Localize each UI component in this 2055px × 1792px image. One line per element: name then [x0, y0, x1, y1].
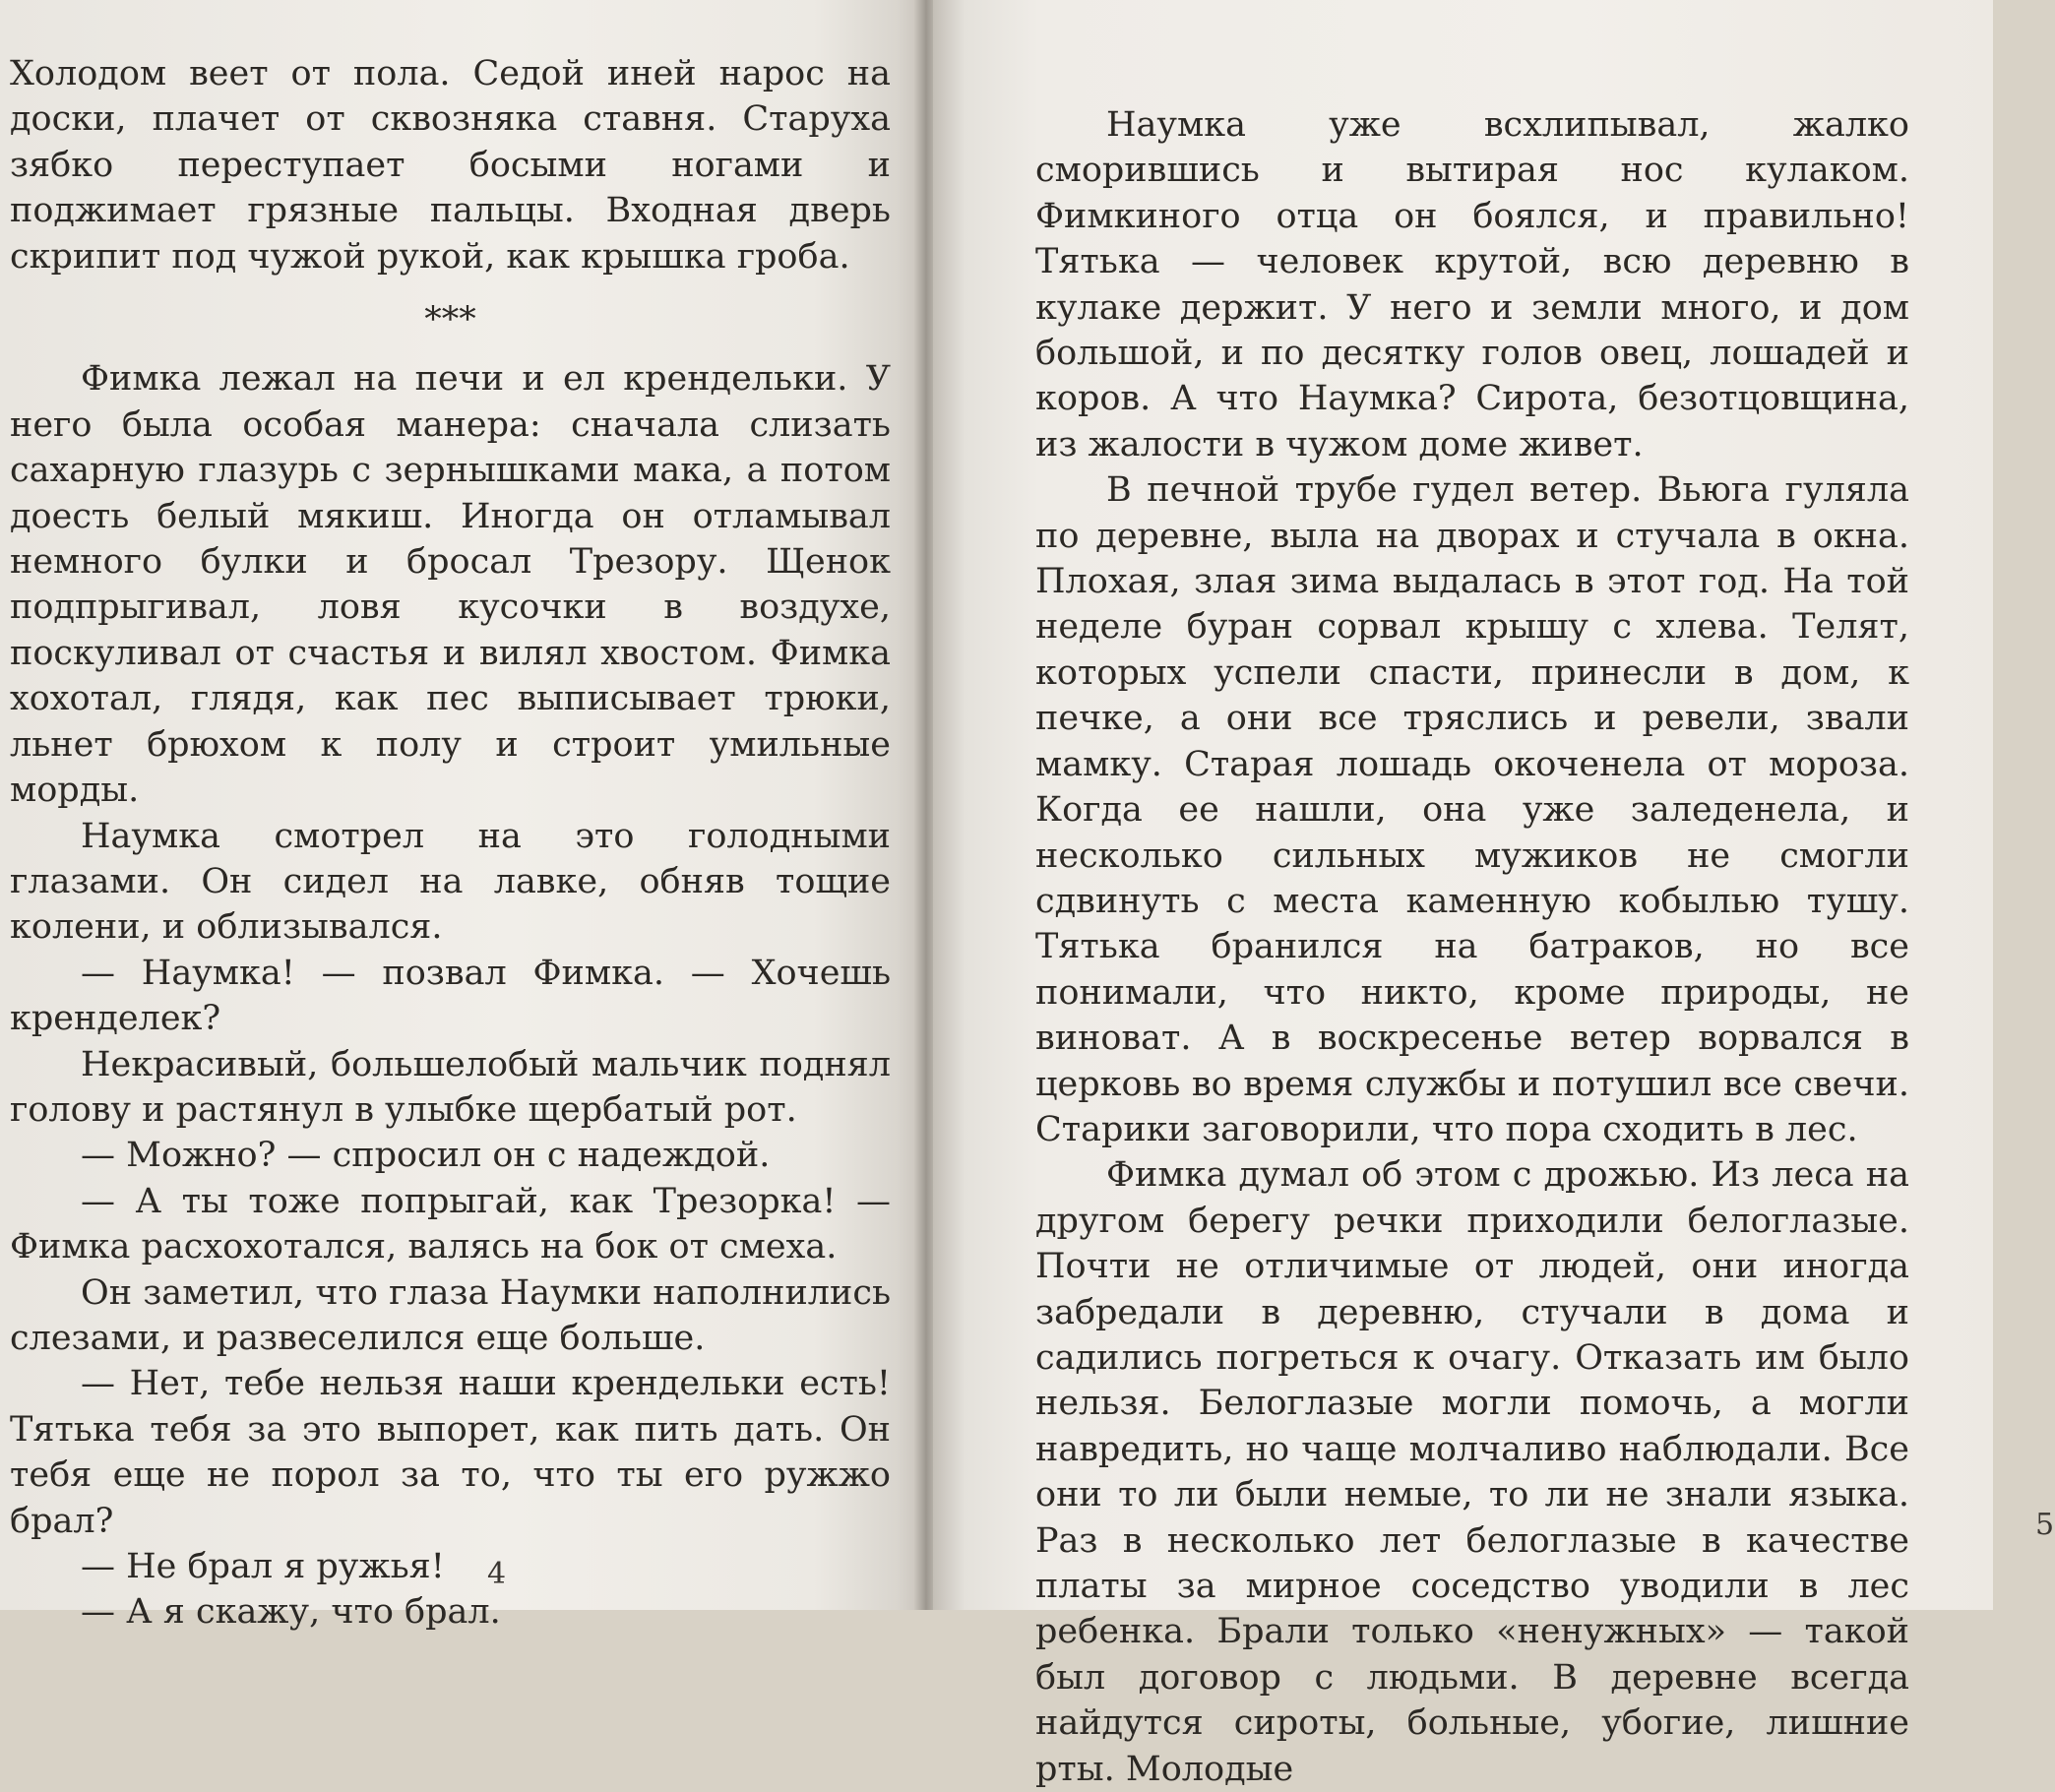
- paragraph: Он заметил, что глаза Наумки наполнились слезами, и развеселился еще больше.: [10, 1272, 891, 1358]
- dialogue-line: — Можно? — спросил он с надеждой.: [81, 1136, 771, 1176]
- dialogue-line: — А ты тоже попрыгай, как Трезорка! — Фимка расхохотался, валясь на бок от смеха.: [10, 1181, 891, 1267]
- page-number: 4: [487, 1557, 508, 1591]
- dialogue-line: — Наумка! — позвал Фимка. — Хочешь кренделек?: [10, 953, 891, 1039]
- paragraph: Наумка смотрел на это голодными глазами. Он сидел на лавке, обняв тощие колени, и облизывался.: [10, 816, 891, 948]
- right-page: [933, 0, 2055, 1789]
- dialogue-line: — Нет, тебе нельзя наши крендельки есть! Тятька тебя за это выпорет, как пить дать. Он тебя еще не порол за то, что ты его ружжо брал?: [10, 1364, 891, 1541]
- dialogue-line: — Не брал я ружья!: [81, 1547, 445, 1586]
- paragraph: Некрасивый, большелобый мальчик поднял голову и растянул в улыбке щербатый рот.: [10, 1044, 891, 1130]
- left-page-text: [10, 51, 891, 1636]
- paragraph: Фимка лежал на печи и ел крендельки. У него была особая манера: сначала слизать сахарную глазурь с зернышками мака, а потом доесть белый мякиш. Иногда он отламывал немного булки и бросал Трезору. Щенок подпрыгивал, ловя кусочки в воздухе, поскуливал от счастья и вилял хвостом. Фимка хохотал, глядя, как пес выписывает трюки, льнет брюхом к полу и строит умильные морды.: [10, 359, 891, 811]
- paragraph: В печной трубе гудел ветер. Вьюга гуляла по деревне, выла на дворах и стучала в окна. Плохая, злая зима выдалась в этот год. На той неделе буран сорвал крышу с хлева. Телят, которых успели спасти, принесли в дом, к печке, а они все тряслись и ревели, звали мамку. Старая лошадь окоченела от мороза. Когда ее нашли, она уже заледенела, и несколько сильных мужиков не смогли сдвинуть с места каменную кобылью тушу. Тятька бранился на батраков, но все понимали, что никто, кроме природы, не виноват. А в воскресенье ветер ворвался в церковь во время службы и потушил все свечи. Старики заговорили, что пора сходить в лес.: [1035, 470, 1909, 1149]
- paragraph: Наумка уже всхлипывал, жалко сморившись и вытирая нос кулаком. Фимкиного отца он боялся, и правильно! Тятька — человек крутой, всю деревню в кулаке держит. У него и земли много, и дом большой, и по десятку голов овец, лошадей и коров. А что Наумка? Сирота, безотцовщина, из жалости в чужом доме живет.: [1035, 105, 1909, 464]
- paragraph: Фимка думал об этом с дрожью. Из леса на другом берегу речки приходили белоглазые. Почти не отличимые от людей, они иногда забредали в деревню, стучали в дома и садились погреться к очагу. Отказать им было нельзя. Белоглазые могли помочь, а могли навредить, но чаще молчаливо наблюдали. Все они то ли были немые, то ли не знали языка. Раз в несколько лет белоглазые в качестве платы за мирное соседство уводили в лес ребенка. Брали только «ненужных» — такой был договор с людьми. В деревне всегда найдутся сироты, больные, убогие, лишние рты. Молодые: [1035, 1155, 1909, 1789]
- right-page-text: [1035, 102, 1909, 1792]
- left-page: [0, 0, 925, 1633]
- dialogue-line: — А я скажу, что брал.: [81, 1592, 501, 1633]
- section-separator: ***: [424, 300, 476, 340]
- page-number: 5: [2035, 1508, 2055, 1542]
- paragraph: Холодом веет от пола. Седой иней нарос на доски, плачет от сквозняка ставня. Старуха зябко переступает босыми ногами и поджимает грязные пальцы. Входная дверь скрипит под чужой рукой, как крышка гроба.: [10, 54, 891, 277]
